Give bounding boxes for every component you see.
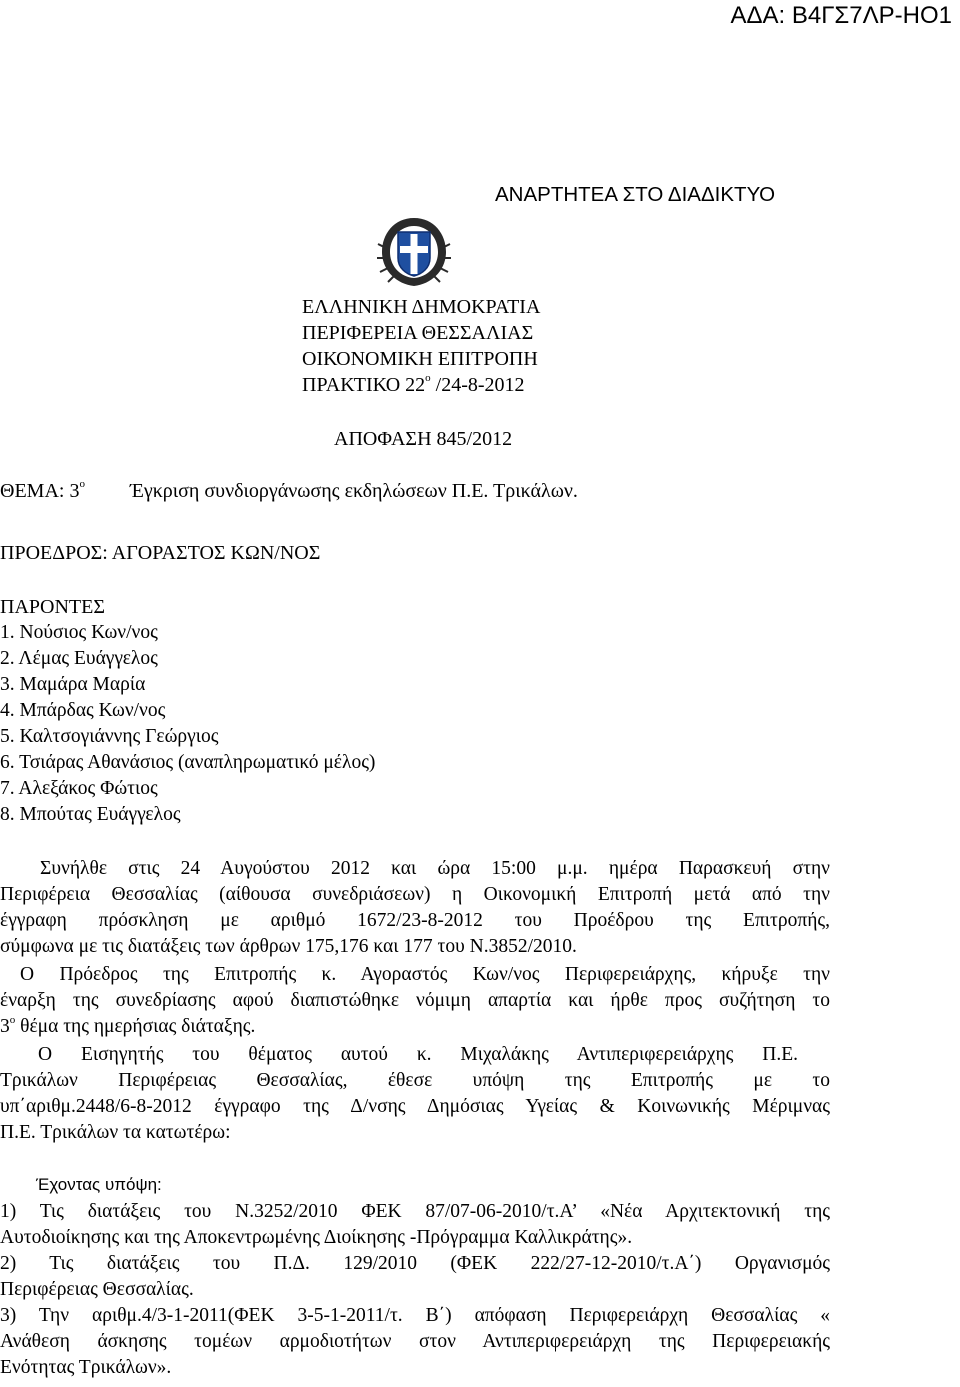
paragraph-line: Ο Πρόεδρος της Επιτροπής κ. Αγοραστός Κων/νος Περιφερειάρχης, κήρυξε την [20, 964, 830, 985]
paragraph-line: Περιφέρεια Θεσσαλίας (αίθουσα συνεδριάσεων) η Οικονομική Επιτροπή μετά από την [0, 884, 830, 905]
minutes-date: /24-8-2012 [430, 374, 525, 396]
subject-number: ΘΕΜΑ: 3 [0, 480, 80, 502]
subject-label [0, 480, 85, 503]
minutes-superscript: ο [425, 372, 431, 384]
legal-basis-line: 2) Τις διατάξεις του Π.Δ. 129/2010 (ΦΕΚ 222/27-12-2010/τ.Α΄) Οργανισμός [0, 1253, 830, 1274]
chairman-name: ΑΓΟΡΑΣΤΟΣ ΚΩΝ/ΝΟΣ [111, 542, 321, 564]
ada-code: ΑΔΑ: Β4ΓΣ7ΛΡ-ΗΟ1 [730, 2, 952, 29]
topic-text: θέμα της ημερήσιας διάταξης. [15, 1016, 256, 1037]
subject-text: Έγκριση συνδιοργάνωσης εκδηλώσεων Π.Ε. Τρικάλων. [130, 480, 578, 502]
legal-basis-line: Ανάθεση άσκησης τομέων αρμοδιοτήτων στον Αντιπεριφερειάρχη της Περιφερειακής [0, 1331, 830, 1352]
present-member: 5. Καλτσογιάννης Γεώργιος [0, 726, 219, 747]
legal-basis-line: Αυτοδιοίκησης και της Αποκεντρωμένης Διοίκησης -Πρόγραμμα Καλλικράτης». [0, 1227, 633, 1248]
paragraph-line: Τρικάλων Περιφέρειας Θεσσαλίας, έθεσε υπόψη της Επιτροπής με το [0, 1070, 830, 1091]
paragraph-line [0, 1016, 255, 1038]
header-republic: ΕΛΛΗΝΙΚΗ ΔΗΜΟΚΡΑΤΙΑ [302, 296, 541, 318]
present-member: 2. Λέμας Ευάγγελος [0, 648, 158, 669]
present-member: 1. Νούσιος Κων/νος [0, 622, 158, 643]
header-committee: ΟΙΚΟΝΟΜΙΚΗ ΕΠΙΤΡΟΠΗ [302, 348, 538, 370]
topic-number: 3 [0, 1016, 10, 1037]
legal-basis-line: 1) Τις διατάξεις του Ν.3252/2010 ΦΕΚ 87/07-06-2010/τ.Α’ «Νέα Αρχιτεκτονική της [0, 1201, 830, 1222]
greek-coat-of-arms-emblem [372, 208, 456, 292]
paragraph-line: έναρξη της συνεδρίασης αφού διαπιστώθηκε νόμιμη απαρτία και ήρθε προς συζήτηση το [0, 990, 830, 1011]
header-minutes [302, 374, 525, 397]
chairman-line [0, 542, 320, 565]
legal-basis-line: 3) Την αριθμ.4/3-1-2011(ΦΕΚ 3-5-1-2011/τ. Β΄) απόφαση Περιφερειάρχη Θεσσαλίας « [0, 1305, 830, 1326]
present-member: 7. Αλεξάκος Φώτιος [0, 778, 158, 799]
paragraph-line: Ο Εισηγητής του θέματος αυτού κ. Μιχαλάκης Αντιπεριφερειάρχης Π.Ε. [38, 1044, 798, 1065]
present-member: 8. Μπούτας Ευάγγελος [0, 804, 181, 825]
minutes-number: ΠΡΑΚΤΙΚΟ 22 [302, 374, 426, 396]
paragraph-line: Π.Ε. Τρικάλων τα κατωτέρω: [0, 1122, 231, 1143]
present-title: ΠΑΡΟΝΤΕΣ [0, 596, 105, 618]
legal-basis-line: Περιφέρειας Θεσσαλίας. [0, 1279, 194, 1300]
topic-superscript: ο [9, 1014, 16, 1026]
paragraph-line: Συνήλθε στις 24 Αυγούστου 2012 και ώρα 15:00 μ.μ. ημέρα Παρασκευή στην [40, 858, 830, 879]
chairman-label: ΠΡΟΕΔΡΟΣ: [0, 542, 108, 564]
paragraph-line: σύμφωνα με τις διατάξεις των άρθρων 175,176 και 177 του Ν.3852/2010. [0, 936, 577, 957]
legal-basis-line: Ενότητας Τρικάλων». [0, 1357, 172, 1378]
subject-superscript: ο [79, 478, 85, 490]
considering-heading: Έχοντας υπόψη: [36, 1175, 162, 1194]
posted-online-label: ΑΝΑΡΤΗΤΕΑ ΣΤΟ ΔΙΑΔΙΚΤΥΟ [495, 183, 776, 206]
paragraph-line: υπ΄αριθμ.2448/6-8-2012 έγγραφο της Δ/νσης Δημόσιας Υγείας & Κοινωνικής Μέριμνας [0, 1096, 830, 1117]
header-region: ΠΕΡΙΦΕΡΕΙΑ ΘΕΣΣΑΛΙΑΣ [302, 322, 534, 344]
present-member: 4. Μπάρδας Κων/νος [0, 700, 166, 721]
paragraph-line: έγγραφη πρόσκληση με αριθμό 1672/23-8-2012 του Προέδρου της Επιτροπής, [0, 910, 830, 931]
decision-number: ΑΠΟΦΑΣΗ 845/2012 [334, 428, 513, 450]
present-member: 6. Τσιάρας Αθανάσιος (αναπληρωματικό μέλος) [0, 752, 376, 773]
present-member: 3. Μαμάρα Μαρία [0, 674, 146, 695]
